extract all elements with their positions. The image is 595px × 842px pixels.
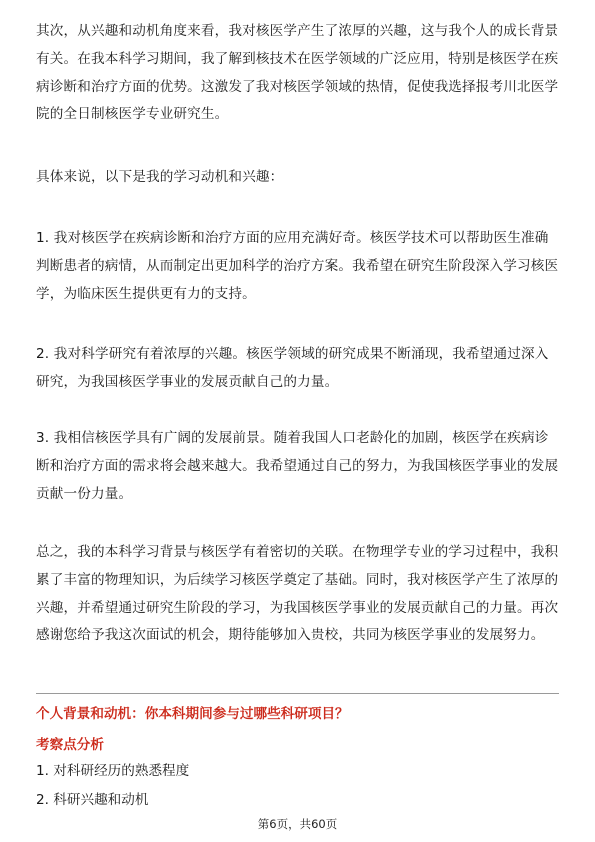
question-title: 个人背景和动机：你本科期间参与过哪些科研项目？ (36, 706, 349, 722)
body-paragraph: 3. 我相信核医学具有广阔的发展前景。随着我国人口老龄化的加剧，核医学在疾病诊断和治疗方面的需求将会越来越大。我希望通过自己的努力，为我国核医学事业的发展贡献一份力量。 (36, 430, 559, 502)
body-paragraph: 总之，我的本科学习背景与核医学有着密切的关联。在物理学专业的学习过程中，我积累了丰富的物理知识，为后续学习核医学奠定了基础。同时，我对核医学产生了浓厚的兴趣，并希望通过研究生阶段的学习，为我国核医学事业的发展贡献自己的力量。再次感谢您给予我这次面试的机会，期待能够加入贵校，共同为核医学事业的发展努力。 (36, 544, 559, 644)
body-paragraph: 其次，从兴趣和动机角度来看，我对核医学产生了浓厚的兴趣，这与我个人的成长背景有关。在我本科学习期间，我了解到核技术在医学领域的广泛应用，特别是核医学在疾病诊断和治疗方面的优势。这激发了我对核医学领域的热情，促使我选择报考川北医学院的全日制核医学专业研究生。 (36, 23, 559, 123)
section-divider (36, 693, 559, 694)
body-paragraph: 具体来说，以下是我的学习动机和兴趣： (36, 169, 284, 185)
analysis-heading: 考察点分析 (36, 737, 104, 753)
body-paragraph: 2. 我对科学研究有着浓厚的兴趣。核医学领域的研究成果不断涌现，我希望通过深入研究，为我国核医学事业的发展贡献自己的力量。 (36, 346, 549, 390)
page-number: 第6页，共60页 (257, 817, 338, 831)
analysis-point: 1. 对科研经历的熟悉程度 (36, 763, 190, 779)
body-paragraph: 1. 我对核医学在疾病诊断和治疗方面的应用充满好奇。核医学技术可以帮助医生准确判断患者的病情，从而制定出更加科学的治疗方案。我希望在研究生阶段深入学习核医学，为临床医生提供更有力的支持。 (36, 230, 559, 302)
analysis-point: 2. 科研兴趣和动机 (36, 792, 149, 808)
